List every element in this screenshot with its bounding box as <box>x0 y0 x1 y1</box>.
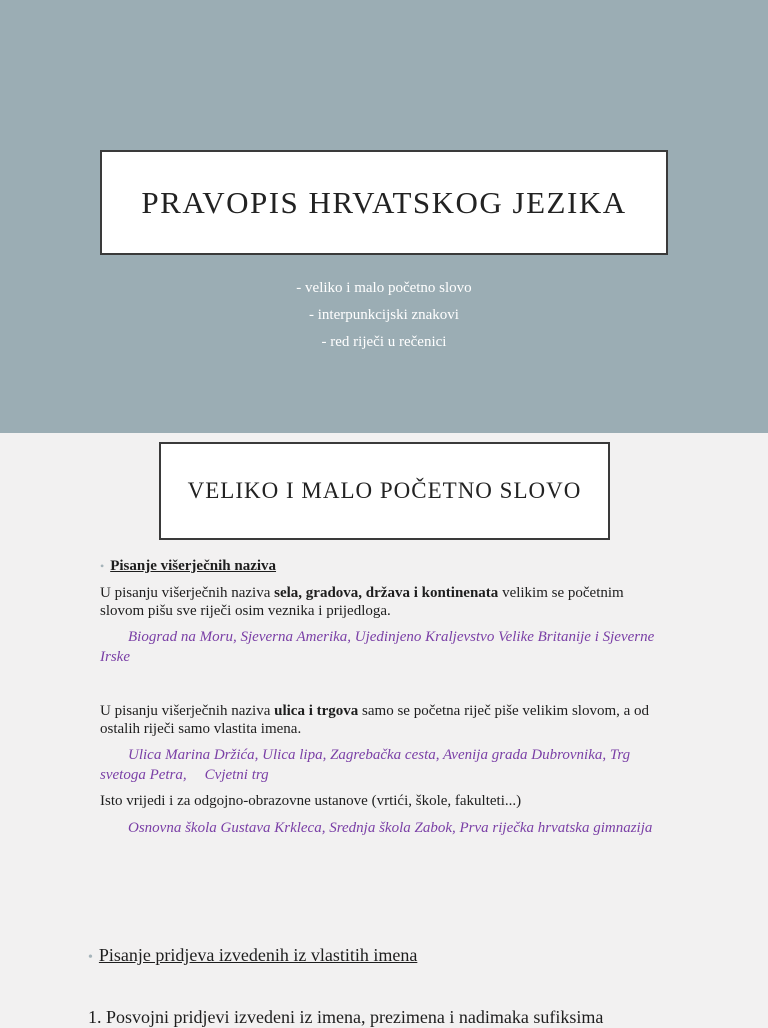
bullet-item <box>100 557 276 575</box>
example-text: Biograd na Moru, Sjeverna Amerika, Ujedinjeno Kraljevstvo Velike Britanije i Sjeverne Irske <box>100 629 655 665</box>
paragraph-text: samo se početna riječ piše velikim slovom, a od ostalih riječi samo vlastita imena. <box>100 703 650 737</box>
example-line: Ulica Marina Držića, Ulica lipa, Zagrebačka cesta, Avenija grada Dubrovnika, Trg svetoga Petra, <box>100 747 631 783</box>
paragraph-text: velikim se početnim slovom pišu sve riječi osim veznika i prijedloga. <box>100 585 624 619</box>
slide-title: PRAVOPIS HRVATSKOG JEZIKA <box>141 184 627 220</box>
example-text: Osnovna škola Gustava Krkleca, Srednja škola Zabok, Prva riječka hrvatska gimnazija <box>128 820 653 836</box>
paragraph-bold: sela, gradova, država i kontinenata <box>274 585 499 601</box>
paragraph-text: U pisanju višerječnih naziva <box>100 703 275 719</box>
bullet-item <box>88 944 417 969</box>
numbered-item: 1. Posvojni pridjevi izvedeni iz imena, prezimena i nadimaka sufiksima <box>88 1007 604 1027</box>
title-slide <box>0 0 768 433</box>
example-text <box>100 746 670 785</box>
subtitle-line: - interpunkcijski znakovi <box>309 307 459 323</box>
example-line: Cvjetni trg <box>204 766 269 783</box>
paragraph-bold: ulica i trgova <box>274 703 359 719</box>
title-box <box>100 150 668 255</box>
bullet-dot-icon: • <box>100 559 105 573</box>
bullet-text: Pisanje višerječnih naziva <box>110 558 277 574</box>
bullet-text: Pisanje pridjeva izvedenih iz vlastitih imena <box>98 945 418 965</box>
slide-heading: VELIKO I MALO POČETNO SLOVO <box>187 478 582 503</box>
subtitle-line: - red riječi u rečenici <box>321 334 447 350</box>
subtitle-line: - veliko i malo početno slovo <box>296 280 472 296</box>
heading-box <box>159 442 610 540</box>
subtitle-list <box>0 276 768 357</box>
paragraph <box>100 702 680 738</box>
paragraph <box>100 584 660 620</box>
paragraph: Isto vrijedi i za odgojno-obrazovne ustanove (vrtići, škole, fakulteti...) <box>100 793 522 809</box>
paragraph-text: U pisanju višerječnih naziva <box>100 585 275 601</box>
content-slide <box>0 433 768 1027</box>
bullet-dot-icon: • <box>88 950 93 965</box>
